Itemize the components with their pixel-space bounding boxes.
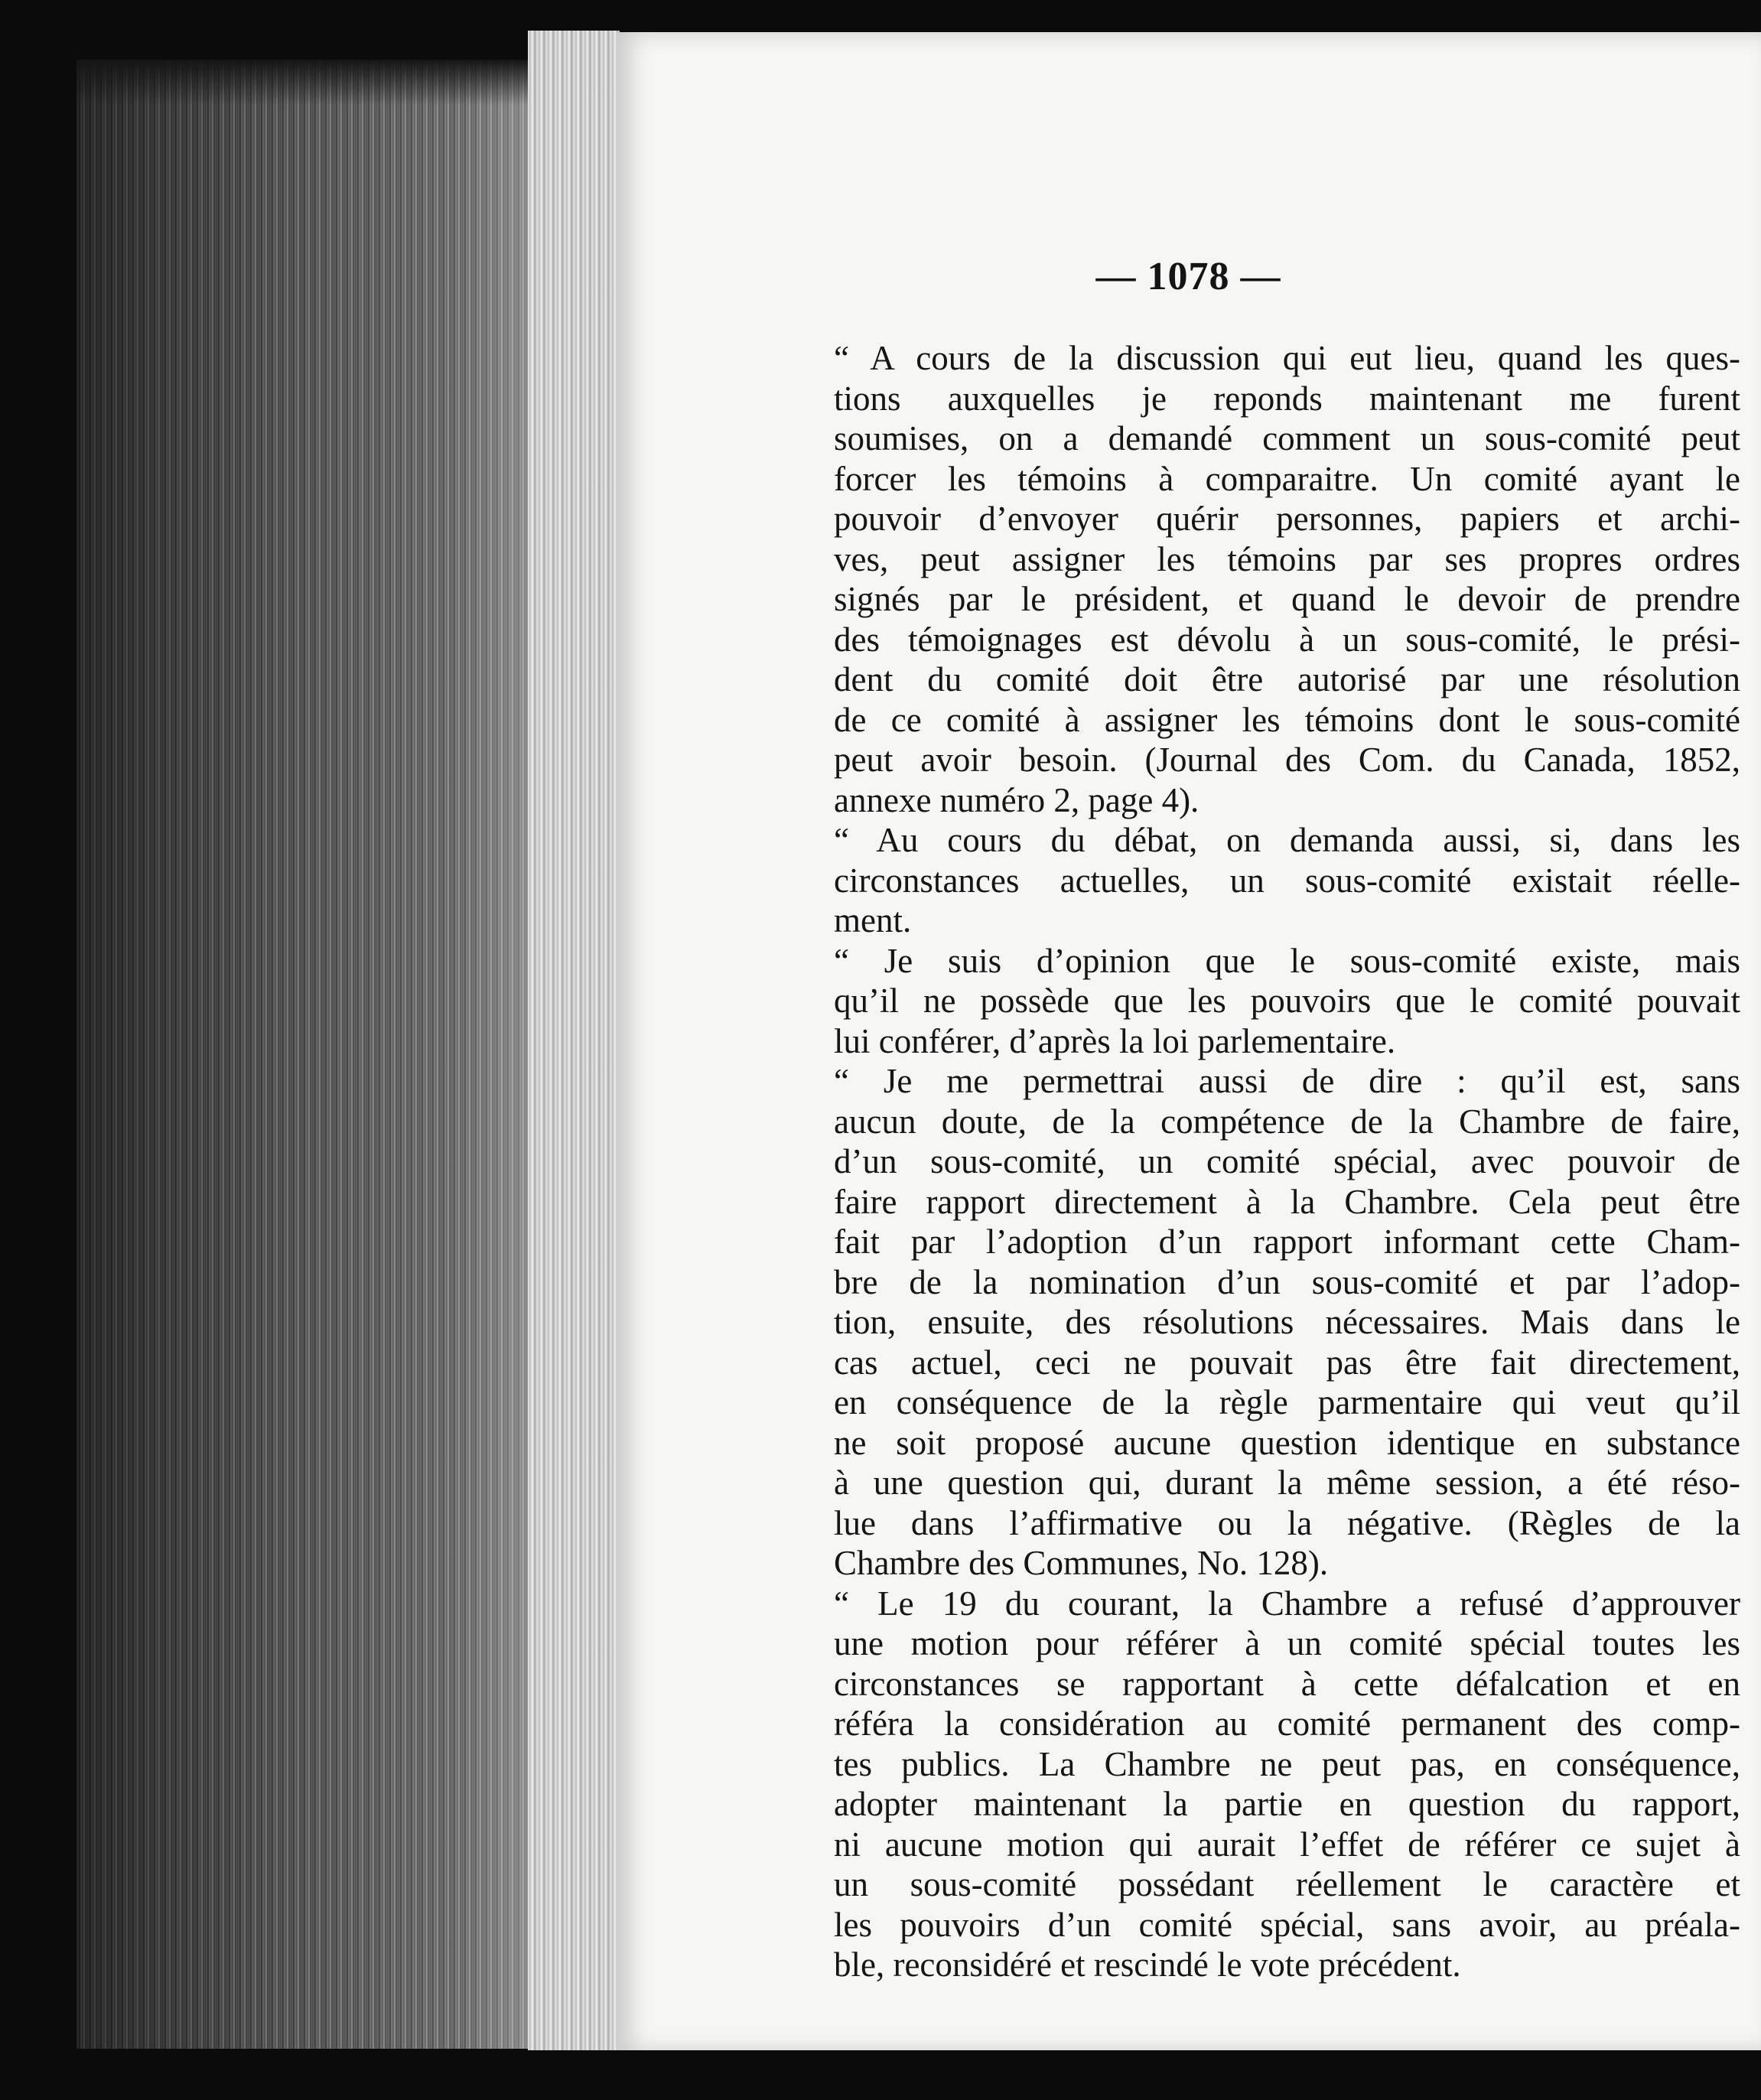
text-line: tes publics. La Chambre ne peut pas, en conséquence,	[834, 1744, 1740, 1783]
book-page-edges	[76, 60, 551, 2049]
book-page-edges-bright	[528, 31, 620, 2050]
text-line: “ Je me permettrai aussi de dire : qu’il est, sans	[834, 1062, 1740, 1100]
text-line: signés par le président, et quand le devoir de prendre	[834, 580, 1740, 618]
text-line: une motion pour référer à un comité spécial toutes les	[834, 1624, 1740, 1662]
text-line: ble, reconsidéré et rescindé le vote précédent.	[834, 1945, 1461, 1984]
text-line: à une question qui, durant la même session, a été réso-	[834, 1463, 1740, 1502]
text-line: les pouvoirs d’un comité spécial, sans avoir, au préala-	[834, 1905, 1740, 1944]
text-line: lui conférer, d’après la loi parlementaire.	[834, 1021, 1396, 1060]
text-line: adopter maintenant la partie en question du rapport,	[834, 1785, 1740, 1823]
text-line: aucun doute, de la compétence de la Chambre de faire,	[834, 1102, 1740, 1141]
text-line: tions auxquelles je reponds maintenant me furent	[834, 379, 1740, 418]
text-line: “ Au cours du débat, on demanda aussi, si, dans les	[834, 821, 1740, 859]
text-line: pouvoir d’envoyer quérir personnes, papiers et archi-	[834, 500, 1740, 538]
text-line: référa la considération au comité permanent des comp-	[834, 1704, 1740, 1743]
paragraph	[811, 941, 1740, 1062]
text-line: peut avoir besoin. (Journal des Com. du Canada, 1852,	[834, 741, 1740, 779]
text-line: ves, peut assigner les témoins par ses propres ordres	[834, 539, 1740, 578]
text-line: “ Le 19 du courant, la Chambre a refusé d’approuver	[834, 1584, 1740, 1623]
text-line: un sous-comité possédant réellement le caractère et	[834, 1865, 1740, 1903]
text-line: en conséquence de la règle parmentaire qui veut qu’il	[834, 1383, 1740, 1421]
text-line: qu’il ne possède que les pouvoirs que le comité pouvait	[834, 982, 1740, 1020]
text-line: circonstances actuelles, un sous-comité existait réelle-	[834, 861, 1740, 900]
text-line: des témoignages est dévolu à un sous-comité, le prési-	[834, 620, 1740, 659]
text-line: annexe numéro 2, page 4).	[834, 780, 1199, 819]
text-line: faire rapport directement à la Chambre. Cela peut être	[834, 1182, 1740, 1221]
paragraph	[811, 820, 1740, 941]
text-line: “ A cours de la discussion qui eut lieu, quand les ques-	[834, 339, 1740, 377]
paragraph	[811, 1584, 1740, 1985]
text-line: dent du comité doit être autorisé par une résolution	[834, 660, 1740, 698]
book-page	[616, 32, 1761, 2052]
paragraph	[811, 1061, 1740, 1584]
text-line: “ Je suis d’opinion que le sous-comité existe, mais	[834, 941, 1740, 980]
scan-bottom-margin	[0, 2050, 1761, 2100]
text-line: d’un sous-comité, un comité spécial, avec pouvoir de	[834, 1142, 1740, 1180]
text-line: fait par l’adoption d’un rapport informant cette Cham-	[834, 1223, 1740, 1261]
text-line: ment.	[834, 901, 912, 939]
text-line: tion, ensuite, des résolutions nécessaires. Mais dans le	[834, 1303, 1740, 1341]
text-line: cas actuel, ceci ne pouvait pas être fait directement,	[834, 1343, 1740, 1382]
page-text-body	[811, 338, 1740, 1985]
text-line: forcer les témoins à comparaitre. Un comité ayant le	[834, 459, 1740, 498]
text-line: ne soit proposé aucune question identique en substance	[834, 1423, 1740, 1462]
text-line: bre de la nomination d’un sous-comité et par l’adop-	[834, 1262, 1740, 1301]
text-line: ni aucune motion qui aurait l’effet de référer ce sujet à	[834, 1825, 1740, 1864]
paragraph	[811, 338, 1740, 820]
text-line: lue dans l’affirmative ou la négative. (Règles de la	[834, 1503, 1740, 1542]
text-line: circonstances se rapportant à cette défalcation et en	[834, 1664, 1740, 1703]
page-number: — 1078 —	[1095, 255, 1281, 298]
text-line: Chambre des Communes, No. 128).	[834, 1544, 1329, 1582]
text-line: soumises, on a demandé comment un sous-comité peut	[834, 419, 1740, 457]
text-line: de ce comité à assigner les témoins dont le sous-comité	[834, 700, 1740, 739]
